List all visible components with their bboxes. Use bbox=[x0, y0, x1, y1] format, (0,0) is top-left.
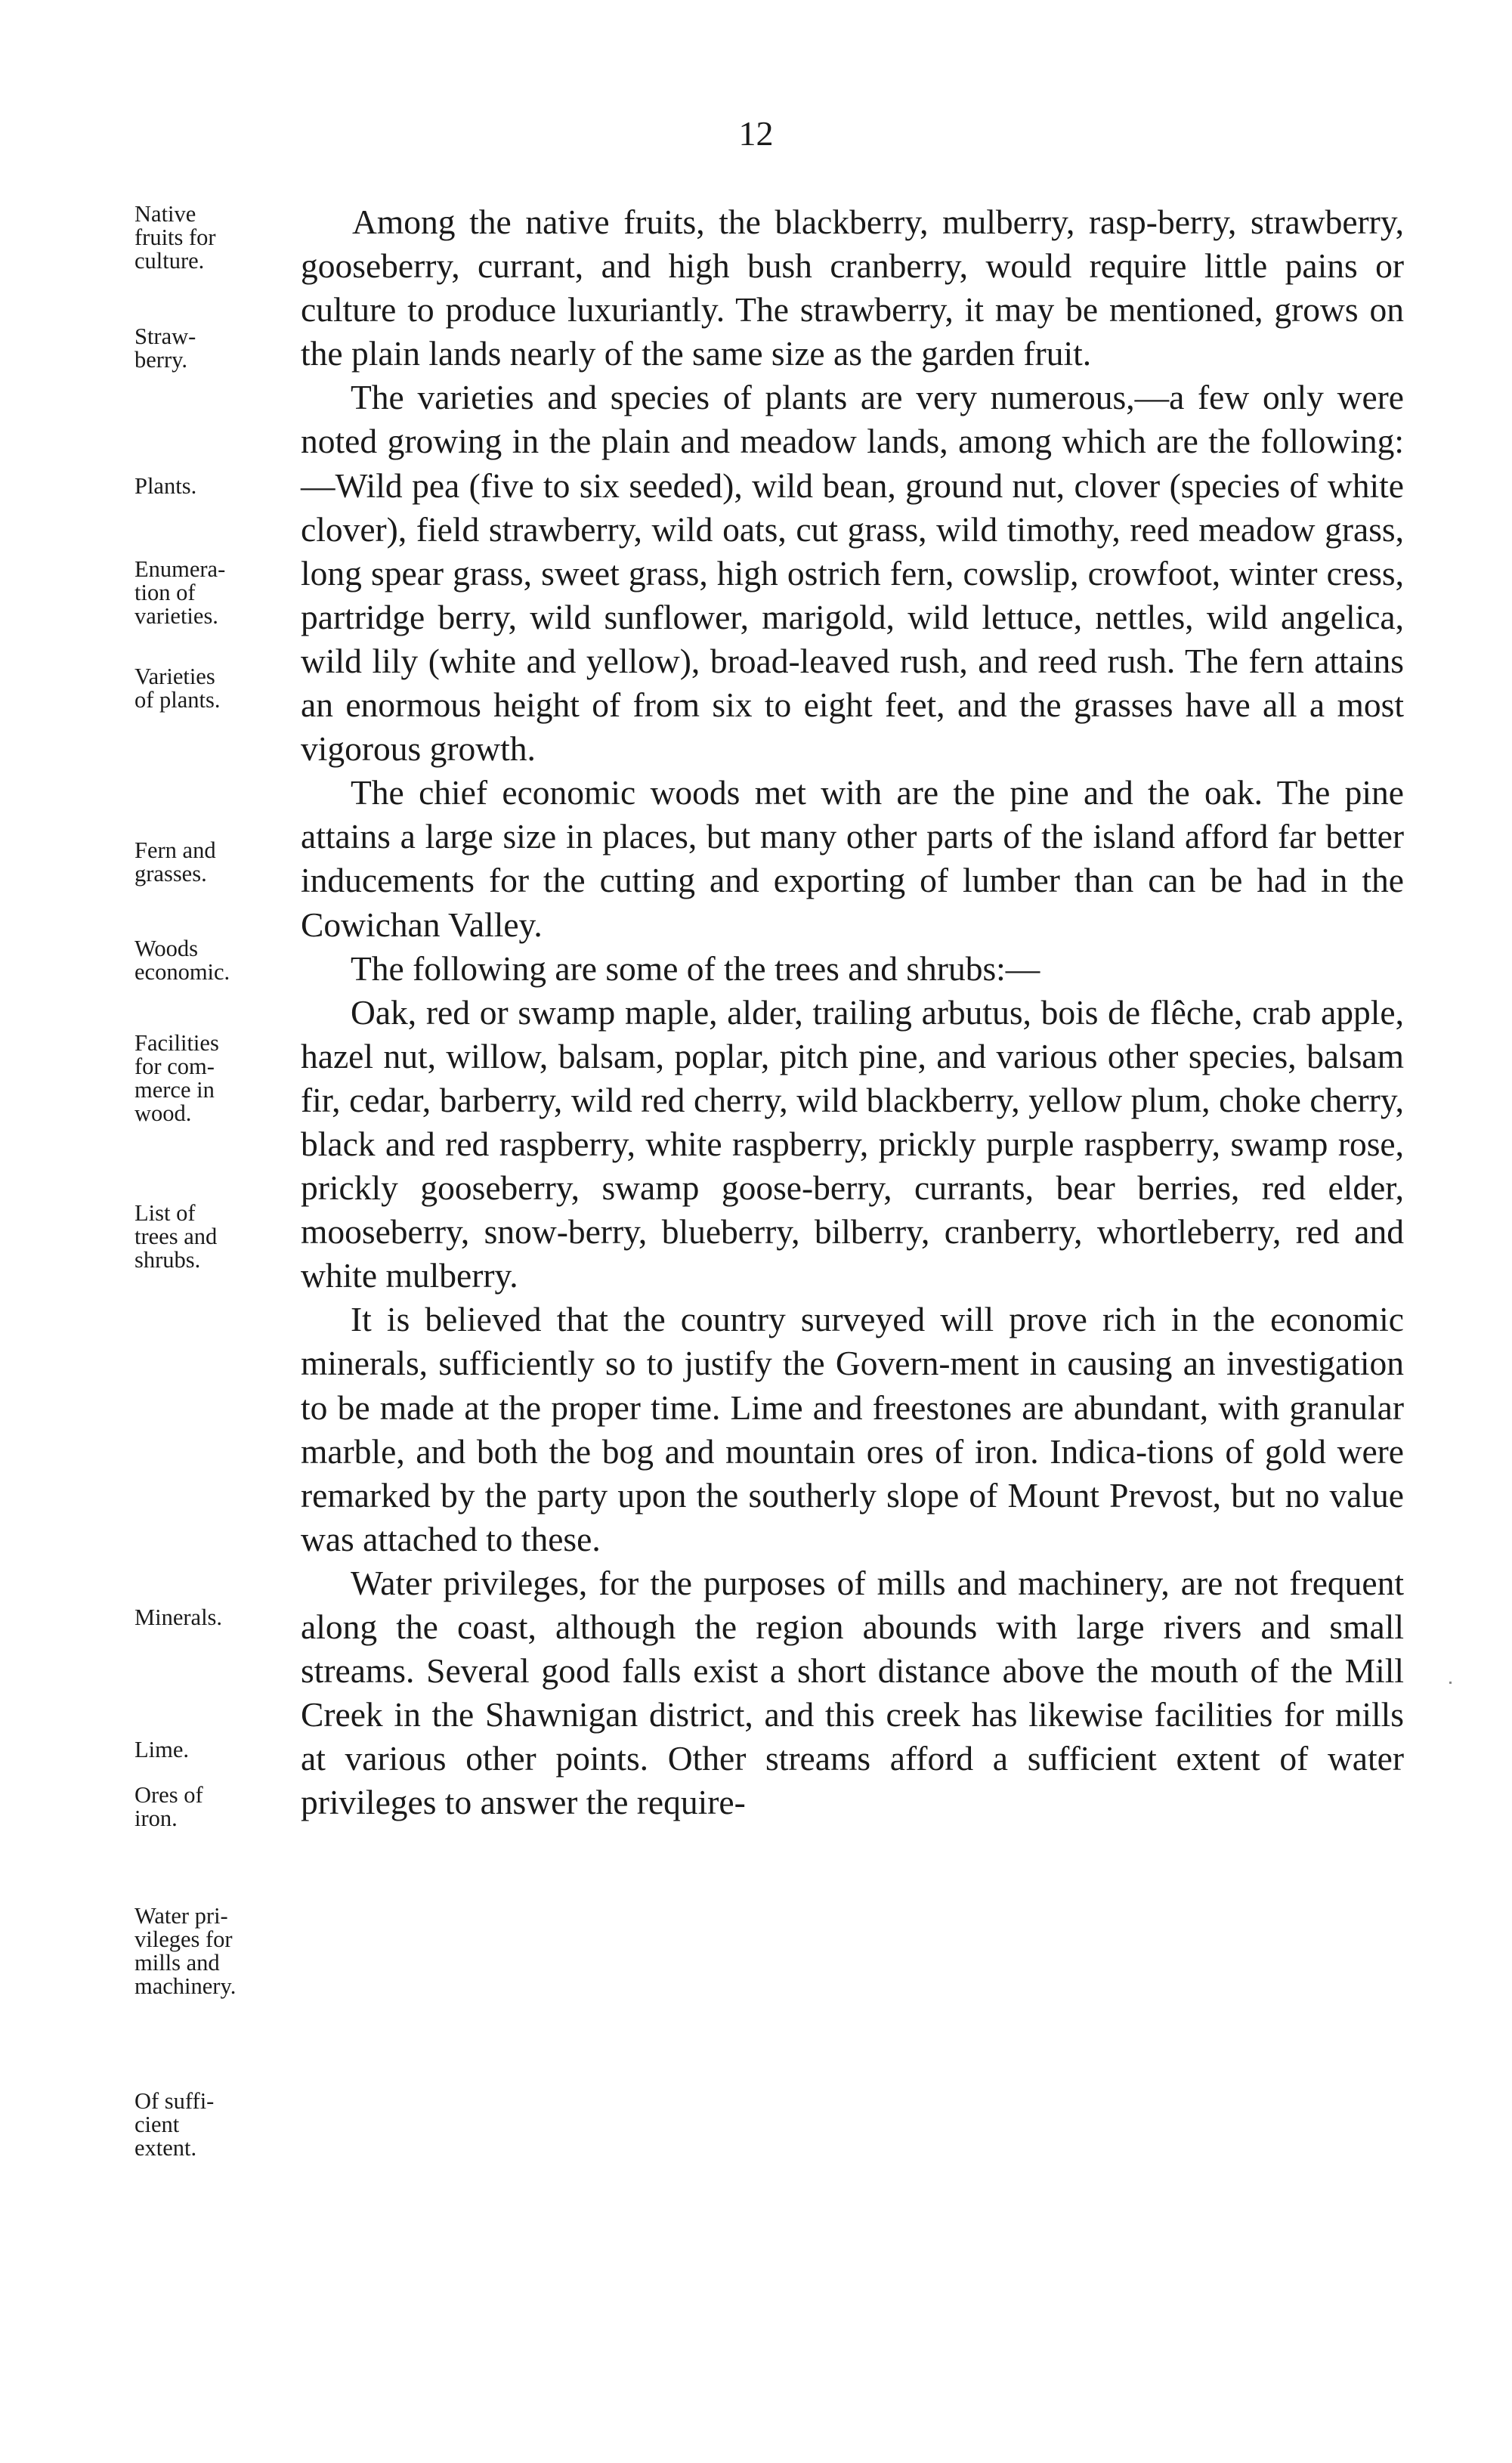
paragraph-plants: The varieties and species of plants are very numerous,—a few only were noted growing in the plain and meadow lands, among which are the following:—Wild pea (five to six seeded), wild bean, ground nut, clover (species of white clover), field strawberry, wild oats, cut grass, wild timothy, reed meadow grass, long spear grass, sweet grass, high ostrich fern, cowslip, crowfoot, winter cress, partridge berry, wild sunflower, marigold, wild lettuce, nettles, wild angelica, wild lily (white and yellow), broad-leaved rush, and reed rush. The fern attains an enormous height of from six to eight feet, and the grasses have all a most vigorous growth. bbox=[301, 378, 1404, 769]
sidenote-woods: Woods economic. bbox=[135, 936, 230, 985]
paragraph-trees-list: Oak, red or swamp maple, alder, trailing arbutus, bois de flêche, crab apple, hazel nut, willow, balsam, poplar, pitch pine, and various other species, balsam fir, cedar, barberry, wild red cherry, wild blackberry, yellow plum, choke cherry, black and red raspberry, white raspberry, prickly purple raspberry, swamp rose, prickly gooseberry, swamp goose-berry, currants, bear berries, red elder, mooseberry, snow-berry, blueberry, bilberry, cranberry, whortleberry, red and white mulberry. bbox=[301, 992, 1404, 1295]
paragraph-native-fruits: Among the native fruits, the blackberry, mulberry, rasp-berry, strawberry, gooseberry, currant, and high bush cranberry, would require little pains or culture to produce luxuriantly. The strawberry, it may be mentioned, grows on the plain lands nearly of the same size as the garden fruit. bbox=[301, 203, 1404, 373]
sidenote-water-privileges: Water pri- vileges for mills and machinery. bbox=[135, 1903, 237, 1999]
sidenote-varieties: Varieties of plants. bbox=[135, 664, 221, 713]
sidenote-minerals: Minerals. bbox=[135, 1604, 223, 1630]
sidenote-trees-shrubs: List of trees and shrubs. bbox=[135, 1200, 218, 1273]
sidenote-native-fruits: Native fruits for culture. bbox=[135, 201, 216, 274]
body-text bbox=[301, 200, 1404, 1824]
paragraph-minerals: It is believed that the country surveyed will prove rich in the economic minerals, sufficiently so to justify the Govern-ment in causing an investigation to be made at the proper time. Lime and freestones are abundant, with granular marble, and both the bog and mountain ores of iron. Indica-tions of gold were remarked by the party upon the southerly slope of Mount Prevost, but no value was attached to these. bbox=[301, 1300, 1404, 1558]
sidenote-facilities: Facilities for com- merce in wood. bbox=[135, 1030, 219, 1126]
paragraph-water-privileges: Water privileges, for the purposes of mills and machinery, are not frequent along the coast, although the region abounds with large rivers and small streams. Several good falls exist a short distance above the mouth of the Mill Creek in the Shawnigan district, and this creek has likewise facilities for mills at various other points. Other streams afford a sufficient extent of water privileges to answer the require- bbox=[301, 1563, 1404, 1822]
paragraph-trees-intro: The following are some of the trees and shrubs:— bbox=[351, 948, 1040, 988]
print-speck bbox=[1449, 1682, 1452, 1684]
sidenote-lime: Lime. bbox=[135, 1737, 189, 1762]
sidenote-enumeration: Enumera- tion of varieties. bbox=[135, 556, 226, 629]
sidenote-sufficient-extent: Of suffi- cient extent. bbox=[135, 2088, 215, 2161]
sidenote-fern-grasses: Fern and grasses. bbox=[135, 837, 216, 886]
page-number: 12 bbox=[738, 114, 774, 153]
paragraph-woods: The chief economic woods met with are the pine and the oak. The pine attains a large size in places, but many other parts of the island afford far better inducements for the cutting and exporting of lumber than can be had in the Cowichan Valley. bbox=[301, 773, 1404, 944]
sidenote-strawberry: Straw- berry. bbox=[135, 323, 196, 373]
sidenote-plants: Plants. bbox=[135, 473, 197, 499]
sidenote-ores-iron: Ores of iron. bbox=[135, 1782, 203, 1831]
